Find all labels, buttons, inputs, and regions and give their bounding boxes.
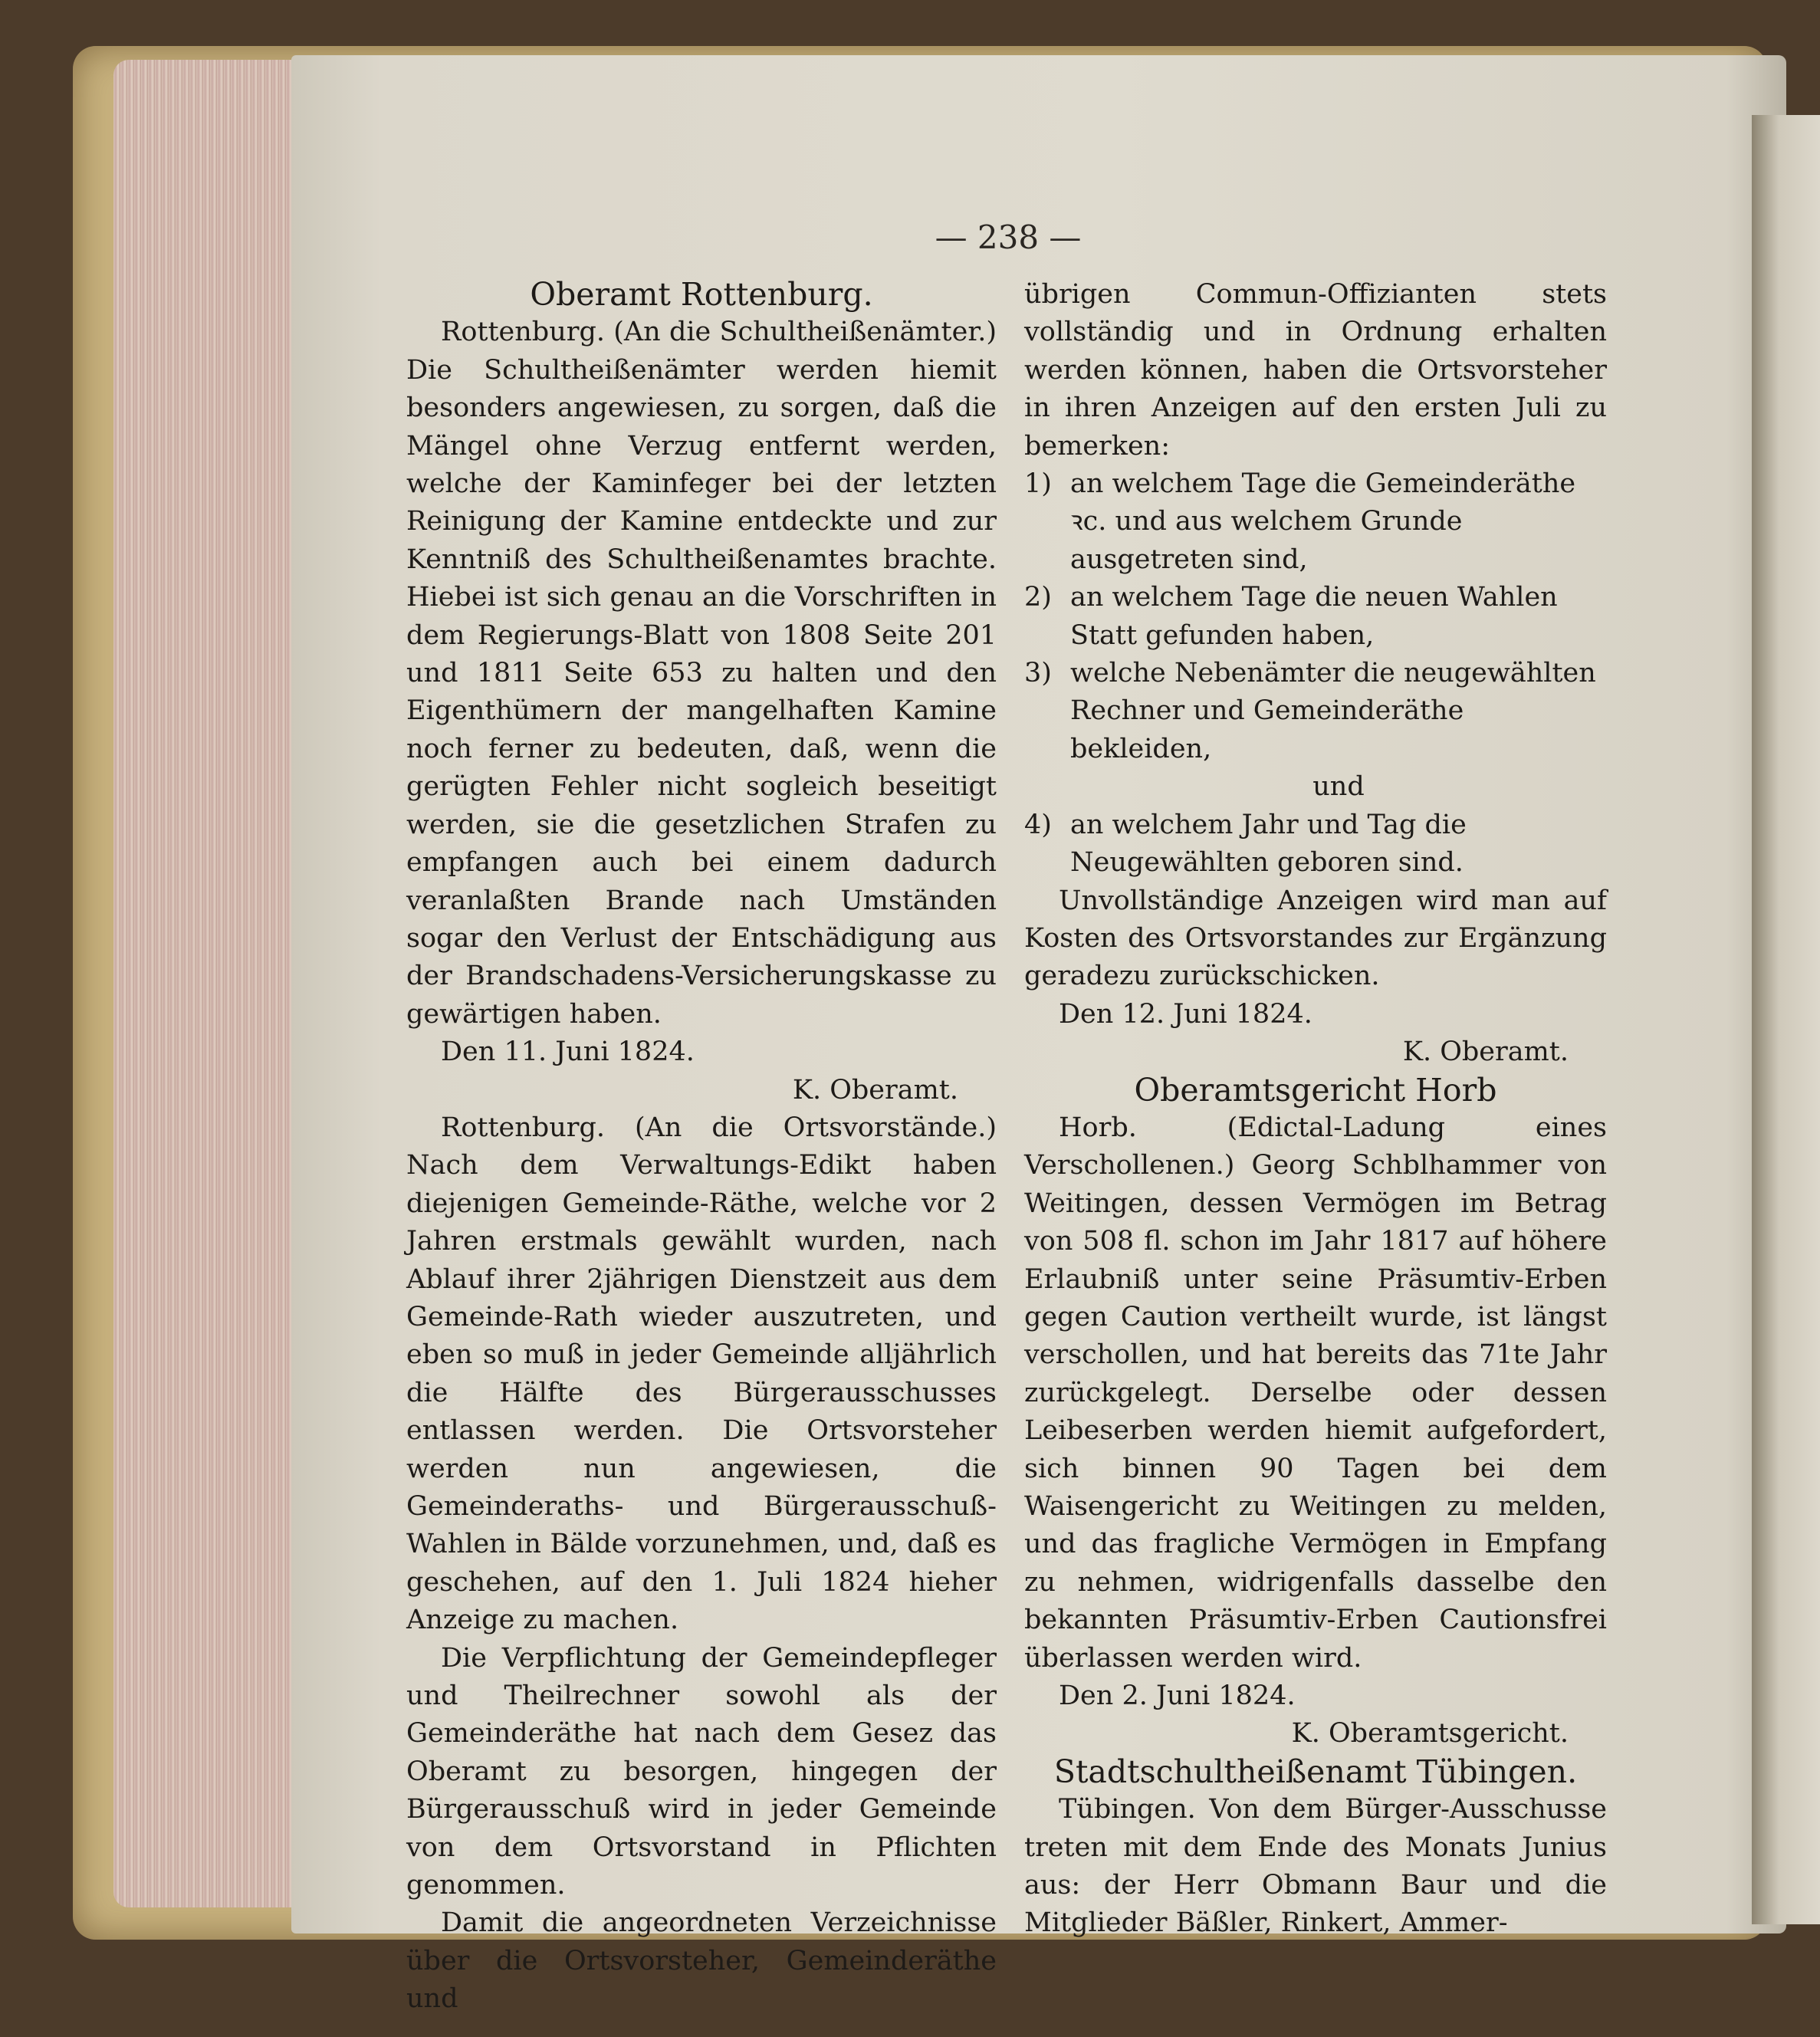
- list-number: [1024, 768, 1070, 806]
- page-edges: [113, 60, 297, 1907]
- notice-date: Den 11. Juni 1824.: [441, 1037, 695, 1068]
- list-text: an welchem Tage die Gemeinderäthe ꝛc. und aus welchem Grunde ausgetreten sind,: [1070, 468, 1576, 575]
- list-number: 1): [1024, 468, 1052, 500]
- list-number: 2): [1024, 582, 1052, 613]
- list-item: [1024, 655, 1607, 768]
- list-text: an welchem Tage die neuen Wahlen Statt gefunden haben,: [1070, 582, 1558, 651]
- notice-paragraph: übrigen Commun-Offizianten stets vollständig und in Ordnung erhalten werden können, haben die Ortsvorsteher in ihren Anzeigen auf den ersten Juli zu bemerken:: [1024, 279, 1607, 462]
- notice-paragraph: Damit die angeordneten Verzeichnisse über die Ortsvorsteher, Gemeinderäthe und: [406, 1907, 997, 2015]
- list-text: welche Nebenämter die neugewählten Rechner und Gemeinderäthe bekleiden,: [1070, 658, 1596, 764]
- notice-paragraph: Rottenburg. (An die Ortsvorstände.) Nach dem Verwaltungs-Edikt haben diejenigen Gemeinde-Räthe, welche vor 2 Jahren erstmals gewählt wurden, nach Ablauf ihrer 2jährigen Dienstzeit aus dem Gemeinde-Rath wieder auszutreten, und eben so muß in jeder Gemeinde alljährlich die Hälfte des Bürgerausschusses entlassen werden. Die Ortsvorsteher werden nun angewiesen, die Gemeinderaths- und Bürgerausschuß-Wahlen in Bälde vorzunehmen, und, daß es geschehen, auf den 1. Juli 1824 hieher Anzeige zu machen.: [406, 1112, 997, 1636]
- notice-paragraph: Die Verpflichtung der Gemeindepfleger und Theilrechner sowohl als der Gemeinderäthe hat nach dem Gesez das Oberamt zu besorgen, hingegen der Bürgerausschuß wird in jeder Gemeinde von dem Ortsvorstand in Pflichten genommen.: [406, 1642, 997, 1901]
- notice-paragraph: Unvollständige Anzeigen wird man auf Kosten des Ortsvorstandes zur Ergänzung geradezu zurückschicken.: [1024, 885, 1607, 992]
- notice-date: Den 2. Juni 1824.: [1059, 1681, 1296, 1712]
- list-item: [1024, 768, 1607, 806]
- list-item: [1024, 579, 1607, 655]
- section-heading-stadtschultheissenamt-tuebingen: Stadtschultheißenamt Tübingen.: [1053, 1753, 1578, 1790]
- notice-signature: K. Oberamt.: [1402, 1037, 1569, 1068]
- section-heading-oberamt-rottenburg: Oberamt Rottenburg.: [530, 276, 873, 313]
- notice-signature: K. Oberamtsgericht.: [1291, 1718, 1569, 1750]
- notice-paragraph: Horb. (Edictal-Ladung eines Verschollenen.) Georg Schblhammer von Weitingen, dessen Vermögen im Betrag von 508 fl. schon im Jahr 1817 auf höhere Erlaubniß unter seine Präsumtiv-Erben gegen Caution vertheilt wurde, ist längst verschollen, und hat bereits das 71te Jahr zurückgelegt. Derselbe oder dessen Leibeserben werden hiemit aufgefordert, sich binnen 90 Tagen bei dem Waisengericht zu Weitingen zu melden, und das fragliche Vermögen in Empfang zu nehmen, widrigenfalls dasselbe den bekannten Präsumtiv-Erben Cautionsfrei überlassen werden wird.: [1024, 1112, 1607, 1674]
- facing-page-edge: [1752, 115, 1820, 1924]
- list-number: 4): [1024, 809, 1052, 840]
- list-text: und: [1312, 771, 1365, 803]
- left-column: [406, 276, 997, 2019]
- list-item: [1024, 465, 1607, 579]
- page-number: — 238 —: [935, 218, 1082, 256]
- list-number: 3): [1024, 658, 1052, 689]
- notice-date: Den 12. Juni 1824.: [1059, 998, 1312, 1030]
- notice-signature: K. Oberamt.: [792, 1074, 958, 1106]
- list-text: an welchem Jahr und Tag die Neugewählten geboren sind.: [1070, 809, 1467, 879]
- section-heading-oberamtsgericht-horb: Oberamtsgericht Horb: [1134, 1071, 1497, 1109]
- right-column: [1024, 276, 1607, 1943]
- notice-paragraph: Tübingen. Von dem Bürger-Ausschusse treten mit dem Ende des Monats Junius aus: der Herr Obmann Baur und die Mitglieder Bäßler, Rinkert, Ammer-: [1024, 1794, 1607, 1939]
- notice-paragraph: Rottenburg. (An die Schultheißenämter.) Die Schultheißenämter werden hiemit besonders angewiesen, zu sorgen, daß die Mängel ohne Verzug entfernt werden, welche der Kaminfeger bei der letzten Reinigung der Kamine entdeckte und zur Kenntniß des Schultheißenamtes brachte. Hiebei ist sich genau an die Vorschriften in dem Regierungs-Blatt von 1808 Seite 201 und 1811 Seite 653 zu halten und den Eigenthümern der mangelhaften Kamine noch ferner zu bedeuten, daß, wenn die gerügten Fehler nicht sogleich beseitigt werden, sie die gesetzlichen Strafen zu empfangen auch bei einem dadurch veranlaßten Brande nach Umständen sogar den Verlust der Entschädigung aus der Brandschadens-Versicherungskasse zu gewärtigen haben.: [406, 317, 997, 1030]
- list-item: [1024, 807, 1607, 882]
